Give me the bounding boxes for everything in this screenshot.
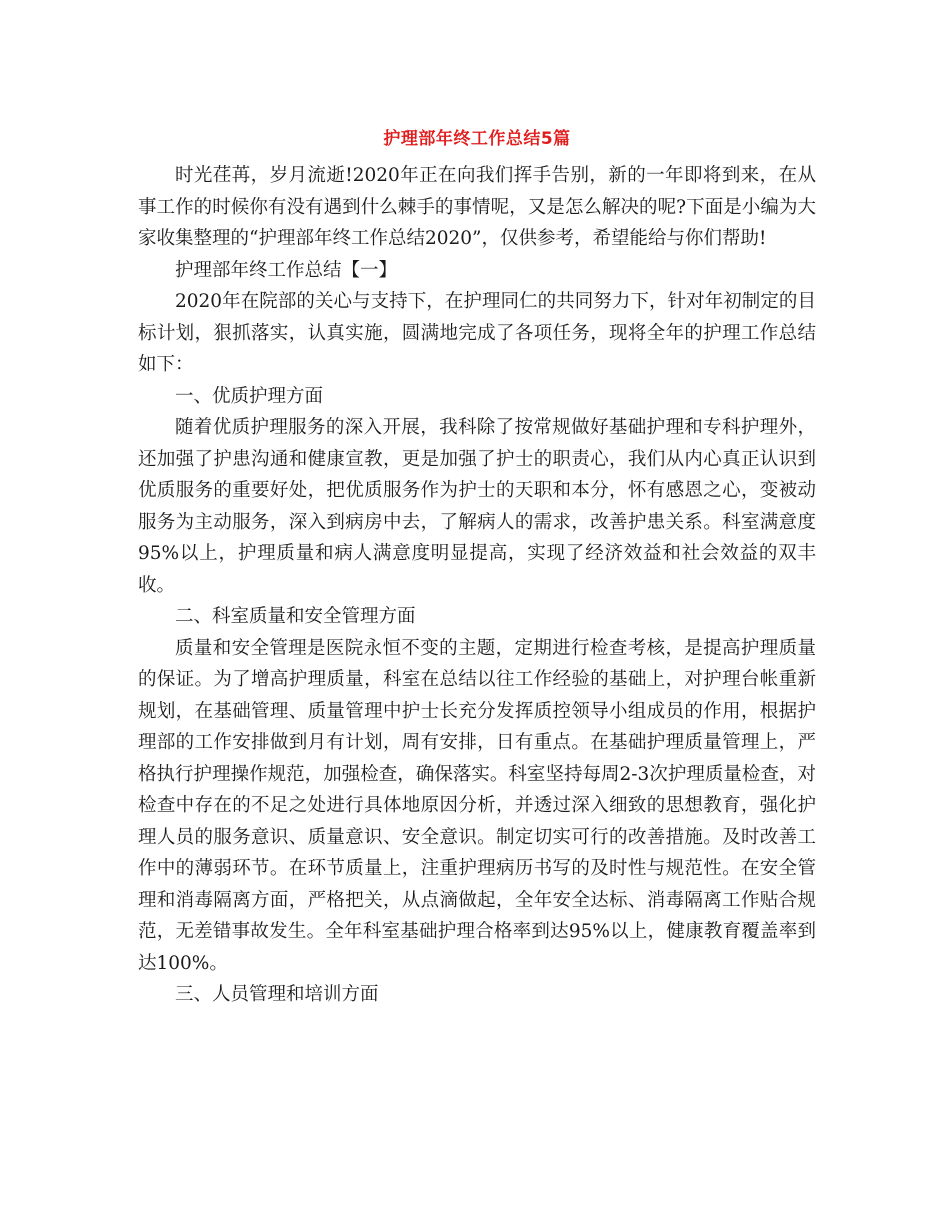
intro-paragraph: 时光荏苒，岁月流逝!2020年正在向我们挥手告别，新的一年即将到来，在从事工作的时候你有没有遇到什么棘手的事情呢，又是怎么解决的呢?下面是小编为大家收集整理的“护理部年终工作总结2020”，仅供参考，希望能给与你们帮助! bbox=[138, 165, 816, 249]
section-heading-staff-training: 三、人员管理和培训方面 bbox=[175, 984, 379, 1005]
section-heading-quality-care: 一、优质护理方面 bbox=[175, 385, 324, 407]
document-page bbox=[138, 0, 816, 1230]
quality-care-paragraph: 随着优质护理服务的深入开展，我科除了按常规做好基础护理和专科护理外，还加强了护患沟通和健康宣教，更是加强了护士的职责心，我们从内心真正认识到优质服务的重要好处，把优质服务作为护士的天职和本分，怀有感恩之心，变被动服务为主动服务，深入到病房中去，了解病人的需求，改善护患关系。科室满意度95%以上，护理质量和病人满意度明显提高，实现了经济效益和社会效益的双丰收。 bbox=[138, 417, 816, 596]
document-title: 护理部年终工作总结5篇 bbox=[383, 129, 571, 149]
document-body bbox=[138, 160, 816, 1011]
summary-intro-paragraph: 2020年在院部的关心与支持下，在护理同仁的共同努力下，针对年初制定的目标计划，狠抓落实，认真实施，圆满地完成了各项任务，现将全年的护理工作总结如下： bbox=[138, 291, 816, 375]
safety-management-paragraph: 质量和安全管理是医院永恒不变的主题，定期进行检查考核，是提高护理质量的保证。为了增高护理质量，科室在总结以往工作经验的基础上，对护理台帐重新规划，在基础管理、质量管理中护士长充分发挥质控领导小组成员的作用，根据护理部的工作安排做到月有计划，周有安排，日有重点。在基础护理质量管理上，严格执行护理操作规范，加强检查，确保落实。科室坚持每周2-3次护理质量检查，对检查中存在的不足之处进行具体地原因分析，并透过深入细致的思想教育，强化护理人员的服务意识、质量意识、安全意识。制定切实可行的改善措施。及时改善工作中的薄弱环节。在环节质量上，注重护理病历书写的及时性与规范性。在安全管理和消毒隔离方面，严格把关，从点滴做起，全年安全达标、消毒隔离工作贴合规范，无差错事故发生。全年科室基础护理合格率到达95%以上，健康教育覆盖率到达100%。 bbox=[138, 637, 816, 974]
section-heading-part-one: 护理部年终工作总结【一】 bbox=[175, 259, 398, 281]
section-heading-safety-management: 二、科室质量和安全管理方面 bbox=[175, 606, 416, 627]
